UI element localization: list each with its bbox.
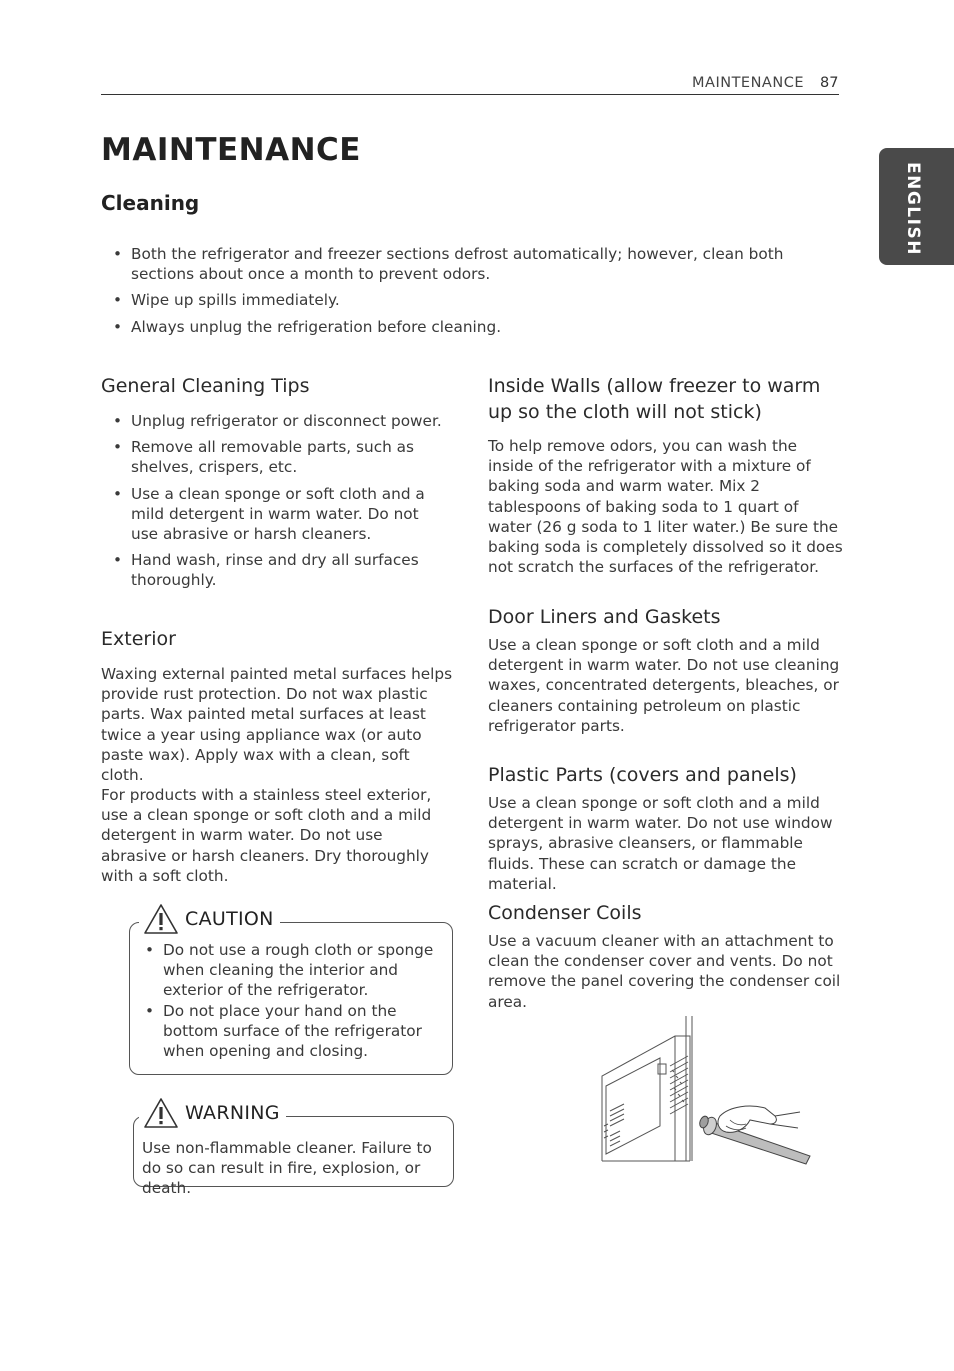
warning-label: WARNING [185,1102,280,1124]
warning-title [139,1097,286,1129]
inside-walls-text: To help remove odors, you can wash the inside of the refrigerator with a mixture of baking soda and warm water. Mix 2 tablespoons of baking soda to 1 quart of water (26 g soda to 1 liter water.) Be sure the baking soda is completely dissolved so it does not scratch the surfaces of the refrigerator. [488,437,843,577]
warning-triangle-icon [143,903,179,935]
general-tips-list [101,411,456,597]
exterior-heading: Exterior [101,628,176,650]
condenser-text: Use a vacuum cleaner with an attachment to clean the condenser cover and vents. Do not remove the panel covering the condenser coil area. [488,932,841,1011]
door-liners-text: Use a clean sponge or soft cloth and a mild detergent in warm water. Do not use cleaning waxes, concentrated detergents, bleaches, or cleaners containing petroleum on plastic refrigerator parts. [488,636,840,735]
exterior-paragraph-1: Waxing external painted metal surfaces helps provide rust protection. Do not wax plastic parts. Wax painted metal surfaces at least twice a year using appliance wax (or auto paste wax). Apply wax with a clean, soft cloth. [101,665,453,785]
list-item: • Both the refrigerator and freezer sections defrost automatically; however, clean both sections about once a month to prevent odors. [101,244,821,284]
list-item: • Do not place your hand on the bottom surface of the refrigerator when opening and closing. [133,1001,449,1062]
list-item: • Remove all removable parts, such as shelves, crispers, etc. [101,437,456,477]
page-number: 87 [820,75,839,91]
header-rule [101,94,839,95]
plastic-parts-heading: Plastic Parts (covers and panels) [488,764,797,786]
warning-text: Use non-flammable cleaner. Failure to do so can result in fire, explosion, or death. [142,1139,432,1198]
list-item: • Always unplug the refrigeration before cleaning. [101,317,821,337]
caution-title [139,903,280,935]
section-title: Cleaning [101,191,200,215]
header-section-label: MAINTENANCE [692,75,804,91]
language-tab-label: ENGLISH [903,162,923,256]
caution-label: CAUTION [185,908,274,930]
caution-box [129,922,453,1075]
language-tab [879,148,954,265]
exterior-paragraph-2: For products with a stainless steel exterior, use a clean sponge or soft cloth and a mild detergent in warm water. Do not use abrasive or harsh cleaners. Dry thoroughly with a soft cloth. [101,786,432,885]
general-tips-heading: General Cleaning Tips [101,375,310,397]
page-title: MAINTENANCE [101,132,361,168]
door-liners-heading: Door Liners and Gaskets [488,606,721,628]
condenser-cleaning-illustration [600,1016,812,1166]
condenser-heading: Condenser Coils [488,902,642,924]
list-item: • Wipe up spills immediately. [101,290,821,310]
list-item: • Unplug refrigerator or disconnect power. [101,411,456,431]
warning-triangle-icon [143,1097,179,1129]
plastic-parts-text: Use a clean sponge or soft cloth and a mild detergent in warm water. Do not use window sprays, abrasive cleansers, or flammable fluids. These can scratch or damage the material. [488,794,833,893]
list-item: • Do not use a rough cloth or sponge when cleaning the interior and exterior of the refrigerator. [133,940,449,1001]
list-item: • Use a clean sponge or soft cloth and a mild detergent in warm water. Do not use abrasive or harsh cleaners. [101,484,456,545]
caution-list [133,940,449,1061]
list-item: • Hand wash, rinse and dry all surfaces thoroughly. [101,550,456,590]
inside-walls-heading: Inside Walls (allow freezer to warm up so the cloth will not stick) [488,375,821,423]
intro-bullet-list [101,244,821,343]
